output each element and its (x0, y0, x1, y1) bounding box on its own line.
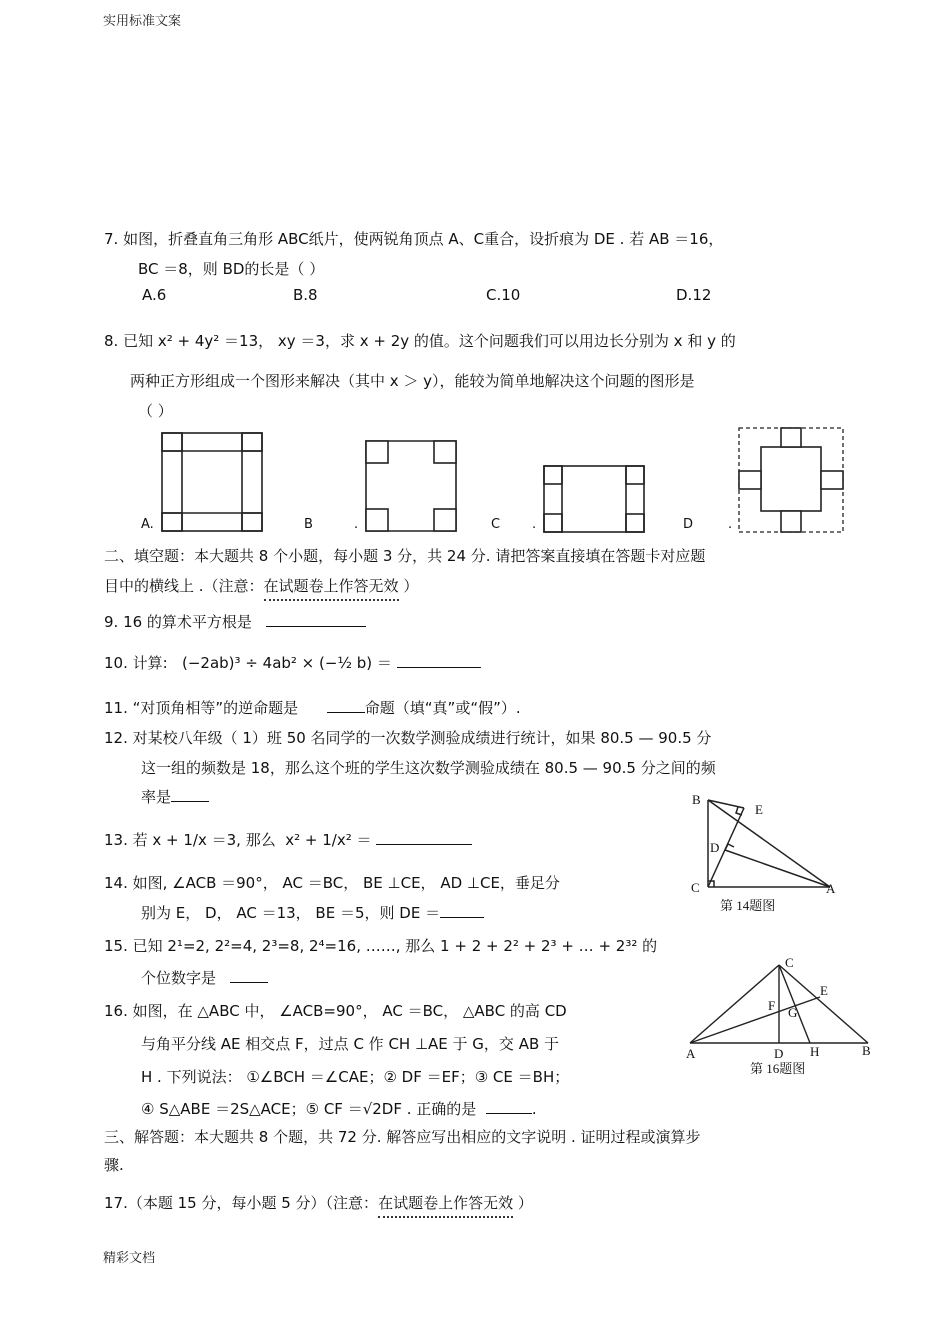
figure-16 (680, 955, 880, 1080)
fig16-label-g: G (788, 1005, 798, 1020)
fig16-label-a: A (686, 1046, 696, 1061)
q7-option-a: A.6 (142, 286, 167, 304)
q14-line1: 14. 如图, ∠ACB ＝90°， AC ＝BC， BE ⊥CE， AD ⊥CE，垂足分 (104, 874, 560, 892)
fig16-label-c: C (785, 955, 794, 970)
q15-line2: 个位数字是 (141, 967, 268, 988)
q16-line2: 与角平分线 AE 相交点 F，过点 C 作 CH ⊥AE 于 G，交 AB 于 (141, 1035, 560, 1053)
q8-label-c-dot: . (532, 517, 537, 532)
q8-label-b-dot: . (354, 517, 359, 532)
q8-line1: 8. 已知 x² + 4y² ＝13， xy ＝3，求 x + 2y 的值。这个问题我们可以用边长分别为 x 和 y 的 (104, 332, 736, 350)
q16-line3: H . 下列说法： ①∠BCH ＝∠CAE；② DF ＝EF；③ CE ＝BH； (141, 1068, 570, 1086)
q8-label-b: B (304, 517, 313, 532)
fig16-label-b: B (862, 1043, 871, 1058)
q8-label-d: D (683, 517, 694, 532)
section3-heading-cont: 骤. (104, 1156, 124, 1174)
figure-14 (680, 790, 850, 915)
q15-line1: 15. 已知 2¹=2, 2²=4, 2³=8, 2⁴=16, ……, 那么 1 + 2 + 2² + 2³ + … + 2³² 的 (104, 937, 658, 955)
section3-heading: 三、解答题：本大题共 8 个题，共 72 分. 解答应写出相应的文字说明 . 证明过程或演算步 (104, 1128, 701, 1146)
page-header: 实用标准文案 (103, 14, 182, 29)
q8-figure-d (735, 425, 847, 535)
fig14-label-d: D (710, 840, 720, 855)
q8-figure-b (360, 435, 470, 535)
q9: 9. 16 的算术平方根是 (104, 611, 366, 632)
q7-option-c: C.10 (486, 286, 521, 304)
q8-label-d-dot: . (728, 517, 733, 532)
fig14-label-c: C (691, 880, 700, 895)
q8-label-c: C (491, 517, 501, 532)
q8-line2: 两种正方形组成一个图形来解决（其中 x ＞ y），能较为简单地解决这个问题的图形是 (130, 372, 695, 390)
q8-figure-a (150, 425, 280, 535)
q16-line4: ④ S△ABE ＝2S△ACE；⑤ CF ＝√2DF . 正确的是 . (141, 1100, 537, 1118)
q12-line3: 率是 (141, 786, 209, 807)
fig16-caption: 第 16题图 (750, 1061, 806, 1076)
q11: 11. “对顶角相等”的逆命题是 命题（填“真”或“假”）. (104, 699, 521, 717)
section2-heading: 二、填空题：本大题共 8 个小题，每小题 3 分，共 24 分. 请把答案直接填在答题卡对应题 (104, 547, 706, 565)
q7-option-b: B.8 (293, 286, 318, 304)
section2-note: 目中的横线上 .（注意：在试题卷上作答无效 ） (104, 575, 418, 596)
fig16-label-f: F (768, 998, 776, 1013)
q7-line1: 7. 如图，折叠直角三角形 ABC纸片，使两锐角顶点 A、C重合，设折痕为 DE . 若 AB ＝16， (104, 230, 724, 248)
q10: 10. 计算: (−2ab)³ ÷ 4ab² × (−½ b) ＝ (104, 652, 481, 673)
q7-option-d: D.12 (676, 286, 712, 304)
fig14-label-a: A (826, 881, 836, 896)
q16-line1: 16. 如图，在 △ABC 中， ∠ACB=90°， AC ＝BC， △ABC 的高 CD (104, 1002, 567, 1020)
fig16-label-d: D (774, 1046, 784, 1061)
fig14-label-e: E (755, 802, 763, 817)
fig16-label-h: H (810, 1044, 820, 1059)
fig14-caption: 第 14题图 (720, 898, 776, 913)
q13: 13. 若 x + 1/x ＝3, 那么 x² + 1/x² ＝ (104, 829, 472, 850)
q17: 17.（本题 15 分，每小题 5 分）（注意：在试题卷上作答无效 ） (104, 1192, 533, 1213)
fig16-label-e: E (820, 983, 828, 998)
q8-line3: （ ） (138, 402, 173, 420)
q12-line1: 12. 对某校八年级（ 1）班 50 名同学的一次数学测验成绩进行统计，如果 80.5 — 90.5 分 (104, 729, 712, 747)
q14-line2: 别为 E， D， AC ＝13， BE ＝5，则 DE ＝ (141, 902, 484, 923)
page-footer: 精彩文档 (103, 1251, 156, 1266)
q8-figure-c (540, 462, 650, 537)
q7-line2: BC ＝8，则 BD的长是（ ） (138, 260, 325, 278)
fig14-label-b: B (692, 792, 701, 807)
q8-label-a: A. (141, 517, 154, 532)
q12-line2: 这一组的频数是 18，那么这个班的学生这次数学测验成绩在 80.5 — 90.5 分之间的频 (141, 759, 716, 777)
